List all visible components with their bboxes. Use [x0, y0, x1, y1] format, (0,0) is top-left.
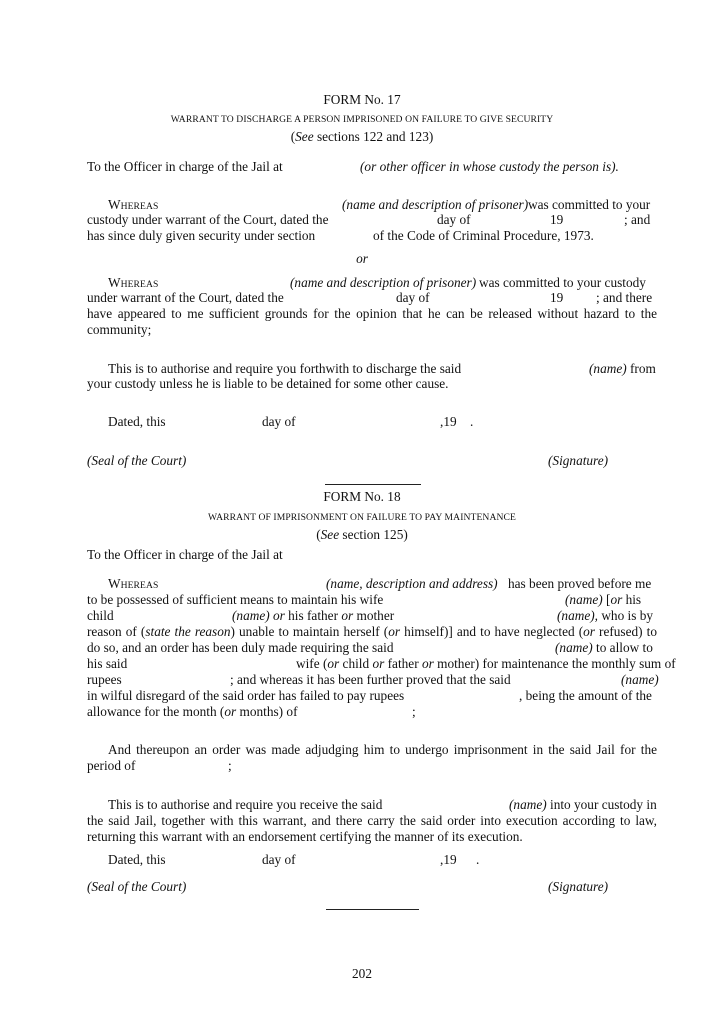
form17-signature — [548, 453, 608, 469]
allow-to-label: to allow to — [596, 640, 653, 655]
mother-label: mother — [356, 608, 395, 623]
form18-l2-name: (name) [or his — [565, 592, 642, 607]
name-desc-address-label: (name, description and address) — [326, 576, 498, 591]
form18-l3-child: child — [87, 608, 114, 623]
form17-day-of: day of — [262, 414, 296, 429]
name-label: (name) — [232, 608, 270, 623]
form18-l3-mid — [232, 608, 394, 624]
form18-l1-ital — [326, 576, 498, 592]
name-label: (name), — [557, 608, 598, 623]
form18-l6-b: wife (or child or father or mother) for maintenance the monthly sum of — [296, 656, 676, 671]
form18-seal — [87, 879, 186, 895]
form17-p2-line3: have appeared to me sufficient grounds for the opinion that he can be released without hazard to the — [87, 306, 657, 321]
page-number: 202 — [352, 966, 372, 981]
separator-rule — [325, 484, 421, 485]
form18-p2-l2-b: ; — [228, 758, 232, 773]
form18-l5-a: do so, and an order has been duly made requiring the said — [87, 640, 394, 655]
form17-comma19: ,19 — [440, 414, 457, 429]
form18-day-of: day of — [262, 852, 296, 867]
form18-l1-rest: has been proved before me — [508, 576, 652, 591]
form17-p3-line1-a: This is to authorise and require you forthwith to discharge the said — [108, 361, 462, 376]
form17-or — [0, 251, 724, 267]
name-label: (name) — [589, 361, 627, 376]
whereas-initial: W — [108, 275, 121, 290]
form17-p2-line4: community; — [87, 322, 152, 337]
form18-l3-end — [557, 608, 653, 624]
form17-p2-line2-there: ; and there — [596, 290, 653, 305]
form17-p3-line2: your custody unless he is liable to be detained for some other cause. — [87, 376, 449, 391]
form17-p1-line3-a: has since duly given security under section — [87, 228, 316, 243]
name-label: (name) — [555, 640, 593, 655]
form17-to-officer: To the Officer in charge of the Jail at — [87, 159, 283, 174]
form17-p3-line1-name — [589, 361, 627, 377]
form17-p1-line2-day: day of — [437, 212, 471, 227]
form18-p3-l3: returning this warrant with an endorsement certifying the manner of its execution. — [87, 829, 523, 844]
form17-p1-line2-19: 19 — [550, 212, 564, 227]
end-rule — [326, 909, 419, 910]
form18-heading: FORM No. 18 — [323, 489, 401, 504]
form18-l2-a: to be possessed of sufficient means to maintain his wife — [87, 592, 384, 607]
form18-l7-b: ; and whereas it has been further proved that the said — [230, 672, 511, 687]
form17-p2-line2-19: 19 — [550, 290, 564, 305]
form18-comma19: ,19 — [440, 852, 457, 867]
form17-dated-this: Dated, this — [108, 414, 166, 429]
form18-l4: reason of (state the reason) unable to maintain herself (or himself)] and to have neglected (or refused) to — [87, 624, 657, 639]
name-label: (name) — [621, 672, 659, 687]
form18-dated-this: Dated, this — [108, 852, 166, 867]
seal-label: (Seal of the Court) — [87, 879, 187, 894]
sections-ref: section 125 — [342, 527, 404, 542]
form18-l8-a: in wilful disregard of the said order has failed to pay rupees — [87, 688, 405, 703]
whereas-smallcaps: HEREAS — [120, 201, 159, 212]
form18-p2-l2-a: period of — [87, 758, 136, 773]
whereas-initial: W — [108, 576, 121, 591]
form18-title: WARRANT OF IMPRISONMENT ON FAILURE TO PAY MAINTENANCE — [208, 512, 516, 523]
form18-signature — [548, 879, 608, 895]
signature-label: (Signature) — [548, 879, 609, 894]
form18-l9-b: ; — [412, 704, 416, 719]
or-label: or — [273, 608, 285, 623]
whereas-smallcaps: HEREAS — [120, 279, 159, 290]
sections-ref: sections 122 and 123 — [316, 129, 429, 144]
form18-period: . — [476, 852, 480, 867]
form18-l9-a: allowance for the month (or months) of — [87, 704, 298, 719]
or-label: or — [356, 251, 368, 266]
or-label: or — [341, 608, 354, 623]
see-label: See — [295, 129, 314, 144]
form17-p1-name-desc — [342, 197, 528, 213]
see-label: See — [320, 527, 340, 542]
form18-whereas — [108, 576, 158, 594]
into-custody-label: into your custody in — [550, 797, 657, 812]
form17-p2-line2-a: under warrant of the Court, dated the — [87, 290, 284, 305]
form17-p1-committed: was committed to your — [528, 197, 651, 212]
form18-l5-end — [555, 640, 653, 656]
form18-p3-l1-end — [509, 797, 657, 813]
form17-other-officer — [360, 159, 619, 175]
name-label: (name) — [509, 797, 547, 812]
form17-p1-line2-a: custody under warrant of the Court, dated the — [87, 212, 329, 227]
form17-p3-line1-from: from — [630, 361, 656, 376]
form17-see-sections: (See sections 122 and 123) — [290, 129, 434, 144]
whereas-initial: W — [108, 197, 121, 212]
form18-p3-l2: the said Jail, together with this warrant, and there carry the said order into execution according to law, — [87, 813, 657, 828]
form17-heading: FORM No. 17 — [323, 92, 401, 107]
form18-l6-a: his said — [87, 656, 128, 671]
form17-seal — [87, 453, 186, 469]
whereas-smallcaps: HEREAS — [120, 580, 159, 591]
form18-l7-name — [621, 672, 659, 688]
who-is-by-label: who is by — [601, 608, 654, 623]
seal-label: (Seal of the Court) — [87, 453, 187, 468]
form18-p2-l1: And thereupon an order was made adjudging him to undergo imprisonment in the said Jail for the — [108, 742, 657, 757]
his-label: his — [625, 592, 642, 607]
name-desc-label: (name and description of prisoner) — [342, 197, 529, 212]
form17-p2-line2-day: day of — [396, 290, 430, 305]
form17-p1-line3-b: of the Code of Criminal Procedure, 1973. — [373, 228, 594, 243]
form18-p3-l1-a: This is to authorise and require you receive the said — [108, 797, 383, 812]
name-desc-label: (name and description of prisoner) — [290, 275, 477, 290]
form17-p2-committed: was committed to your custody — [479, 275, 646, 290]
or-label: or — [610, 592, 623, 607]
form18-see-sections: (See section 125) — [316, 527, 408, 542]
form17-title: WARRANT TO DISCHARGE A PERSON IMPRISONED ON FAILURE TO GIVE SECURITY — [170, 114, 554, 125]
name-label: (name) — [565, 592, 603, 607]
form17-p2-name-desc — [290, 275, 476, 291]
father-label: his father — [288, 608, 339, 623]
form18-l8-b: , being the amount of the — [519, 688, 652, 703]
other-officer-note: (or other officer in whose custody the person is). — [360, 159, 619, 174]
form17-p1-line2-and: ; and — [624, 212, 651, 227]
form18-to-officer: To the Officer in charge of the Jail at — [87, 547, 283, 562]
form17-period: . — [470, 414, 474, 429]
signature-label: (Signature) — [548, 453, 609, 468]
form18-l7-a: rupees — [87, 672, 122, 687]
